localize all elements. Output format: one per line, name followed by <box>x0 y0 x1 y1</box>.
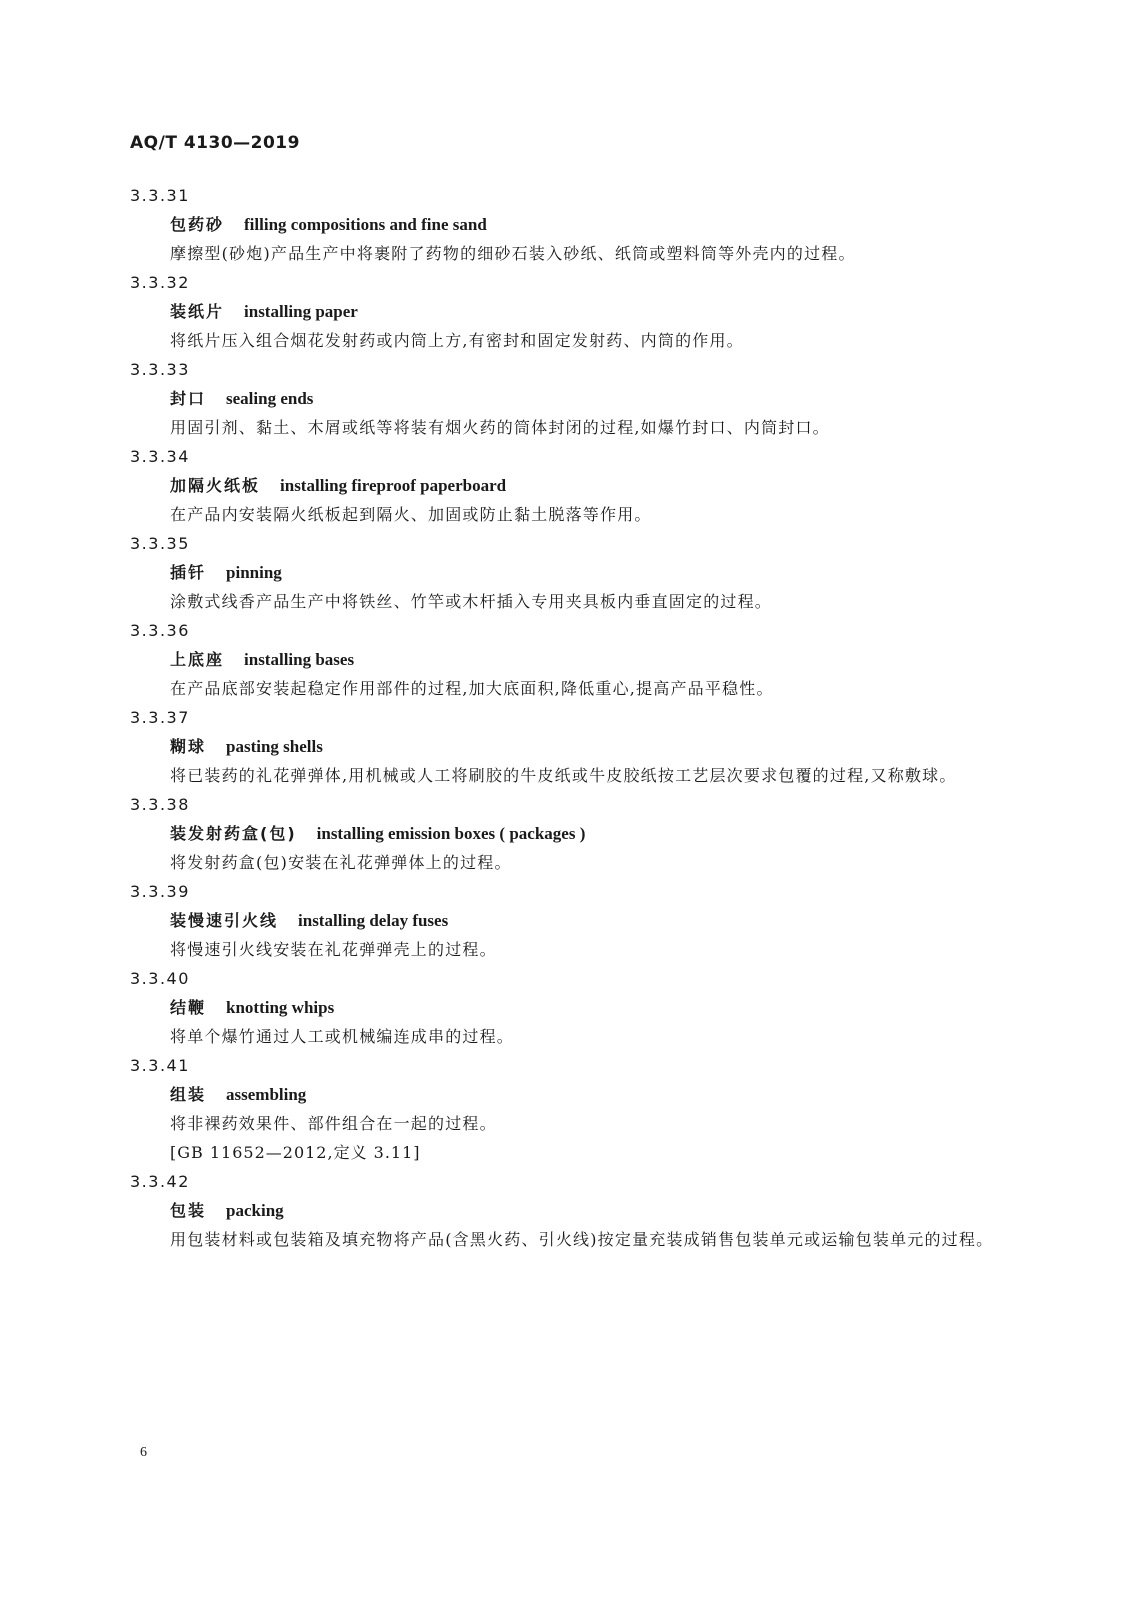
term-english: packing <box>226 1201 284 1220</box>
term-definition: 在产品底部安装起稳定作用部件的过程,加大底面积,降低重心,提高产品平稳性。 <box>170 679 774 698</box>
term-chinese: 装纸片 <box>170 302 225 321</box>
term-entry <box>130 964 1010 1051</box>
term-english: installing paper <box>244 302 358 321</box>
term-english: installing fireproof paperboard <box>280 476 507 495</box>
term-entry <box>130 1167 1010 1254</box>
term-definition: 在产品内安装隔火纸板起到隔火、加固或防止黏土脱落等作用。 <box>170 505 652 524</box>
term-heading <box>130 384 1010 413</box>
clause-number: 3.3.42 <box>130 1172 190 1191</box>
term-entry <box>130 1051 1010 1167</box>
term-heading <box>130 1080 1010 1109</box>
term-heading <box>130 993 1010 1022</box>
term-heading <box>130 906 1010 935</box>
term-entry <box>130 355 1010 442</box>
clause-number: 3.3.40 <box>130 969 190 988</box>
term-english: installing delay fuses <box>298 911 449 930</box>
term-heading <box>130 471 1010 500</box>
clause-number: 3.3.32 <box>130 273 190 292</box>
term-entry <box>130 181 1010 268</box>
term-chinese: 插钎 <box>170 563 207 582</box>
term-definition: 摩擦型(砂炮)产品生产中将裹附了药物的细砂石装入砂纸、纸筒或塑料筒等外壳内的过程。 <box>170 244 856 263</box>
term-english: installing bases <box>244 650 355 669</box>
term-entry <box>130 703 1010 790</box>
document-code: AQ/T 4130—2019 <box>130 133 300 153</box>
term-definition: 涂敷式线香产品生产中将铁丝、竹竿或木杆插入专用夹具板内垂直固定的过程。 <box>170 592 773 611</box>
term-chinese: 封口 <box>170 389 207 408</box>
page-number: 6 <box>140 1445 147 1460</box>
clause-number: 3.3.41 <box>130 1056 190 1075</box>
term-heading <box>130 732 1010 761</box>
term-definition: 将单个爆竹通过人工或机械编连成串的过程。 <box>170 1027 515 1046</box>
term-definition: 用固引剂、黏土、木屑或纸等将装有烟火药的筒体封闭的过程,如爆竹封口、内筒封口。 <box>170 418 830 437</box>
term-chinese: 包装 <box>170 1201 207 1220</box>
term-heading <box>130 819 1010 848</box>
clause-number: 3.3.37 <box>130 708 190 727</box>
term-entry <box>130 616 1010 703</box>
term-english: pinning <box>226 563 282 582</box>
term-chinese: 装发射药盒(包) <box>170 824 297 843</box>
term-english: pasting shells <box>226 737 323 756</box>
clause-number: 3.3.31 <box>130 186 190 205</box>
term-heading <box>130 645 1010 674</box>
term-definition: 将已装药的礼花弹弹体,用机械或人工将刷胶的牛皮纸或牛皮胶纸按工艺层次要求包覆的过程,又称敷球。 <box>170 766 957 785</box>
term-english: installing emission boxes ( packages ) <box>316 824 586 843</box>
term-entry <box>130 268 1010 355</box>
term-english: filling compositions and fine sand <box>244 215 487 234</box>
term-entry <box>130 442 1010 529</box>
term-definition: 将慢速引火线安装在礼花弹弹壳上的过程。 <box>170 940 497 959</box>
term-entry <box>130 790 1010 877</box>
term-chinese: 组装 <box>170 1085 207 1104</box>
term-source-reference: [GB 11652—2012,定义 3.11] <box>170 1143 421 1162</box>
term-definition: 将纸片压入组合烟花发射药或内筒上方,有密封和固定发射药、内筒的作用。 <box>170 331 744 350</box>
clause-number: 3.3.38 <box>130 795 190 814</box>
term-definition: 用包装材料或包装箱及填充物将产品(含黑火药、引火线)按定量充装成销售包装单元或运输包装单元的过程。 <box>170 1230 994 1249</box>
clause-number: 3.3.33 <box>130 360 190 379</box>
clause-number: 3.3.34 <box>130 447 190 466</box>
term-chinese: 糊球 <box>170 737 207 756</box>
term-list <box>130 181 1010 1254</box>
clause-number: 3.3.39 <box>130 882 190 901</box>
term-chinese: 结鞭 <box>170 998 207 1017</box>
term-heading <box>130 210 1010 239</box>
term-english: assembling <box>226 1085 307 1104</box>
term-chinese: 加隔火纸板 <box>170 476 261 495</box>
term-heading <box>130 1196 1010 1225</box>
term-definition: 将非裸药效果件、部件组合在一起的过程。 <box>170 1114 497 1133</box>
term-english: knotting whips <box>226 998 335 1017</box>
term-english: sealing ends <box>226 389 314 408</box>
term-definition: 将发射药盒(包)安装在礼花弹弹体上的过程。 <box>170 853 512 872</box>
term-entry <box>130 877 1010 964</box>
clause-number: 3.3.36 <box>130 621 190 640</box>
term-chinese: 上底座 <box>170 650 225 669</box>
term-heading <box>130 558 1010 587</box>
term-chinese: 装慢速引火线 <box>170 911 279 930</box>
term-heading <box>130 297 1010 326</box>
term-entry <box>130 529 1010 616</box>
term-chinese: 包药砂 <box>170 215 225 234</box>
clause-number: 3.3.35 <box>130 534 190 553</box>
